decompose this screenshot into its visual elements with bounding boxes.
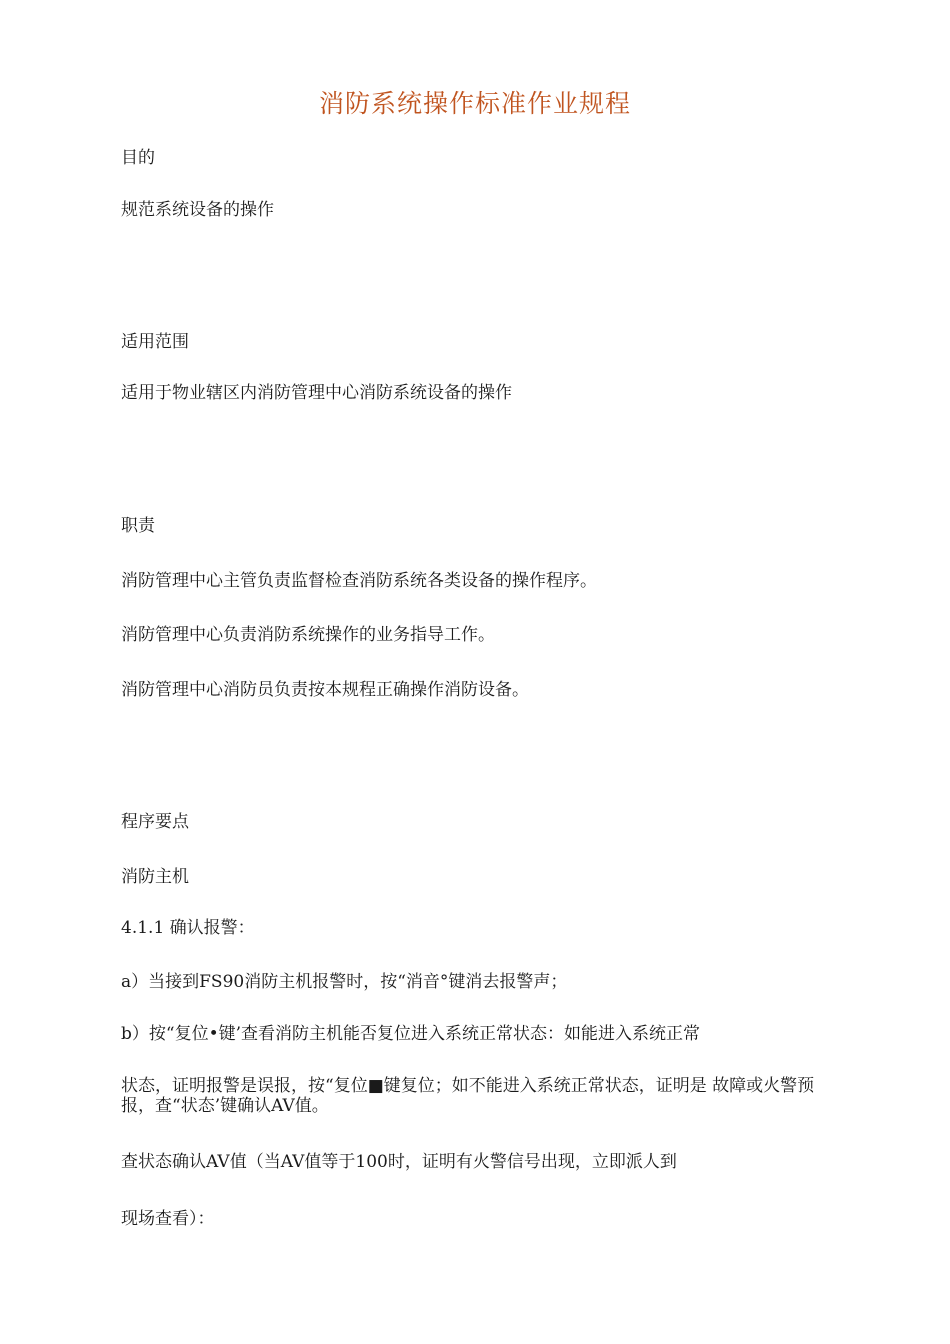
- paragraph-purpose: 规范系统设备的操作: [121, 200, 274, 220]
- paragraph-scope: 适用于物业辖区内消防管理中心消防系统设备的操作: [121, 383, 512, 403]
- paragraph-responsibility-3: 消防管理中心消防员负责按本规程正确操作消防设备。: [121, 680, 529, 700]
- paragraph-responsibility-2: 消防管理中心负责消防系统操作的业务指导工作。: [121, 625, 495, 645]
- section-heading-purpose: 目的: [121, 148, 155, 168]
- section-heading-scope: 适用范围: [121, 332, 189, 352]
- paragraph-responsibility-1: 消防管理中心主管负责监督检查消防系统各类设备的操作程序。: [121, 571, 597, 591]
- document-title: 消防系统操作标准作业规程: [318, 89, 631, 118]
- subsection-heading-fire-host: 消防主机: [121, 867, 189, 887]
- paragraph-check-av-continued: 现场查看）：: [121, 1209, 215, 1229]
- subsection-heading-confirm-alarm: 4.1.1 确认报警：: [121, 918, 255, 938]
- paragraph-step-a: a）当接到FS90消防主机报警时，按“消音°键消去报警声；: [121, 972, 568, 992]
- paragraph-check-av: 查状态确认AV值（当AV值等于100时，证明有火警信号出现，立即派人到: [121, 1152, 677, 1172]
- paragraph-step-b-continued: 状态，证明报警是误报，按“复位■键复位；如不能进入系统正常状态，证明是 故障或火警预报，查“状态’键确认AV值。: [121, 1076, 815, 1116]
- paragraph-step-b: b）按“复位•键’查看消防主机能否复位进入系统正常状态：如能进入系统正常: [121, 1024, 701, 1044]
- section-heading-responsibility: 职责: [121, 516, 155, 536]
- section-heading-procedure: 程序要点: [121, 812, 189, 832]
